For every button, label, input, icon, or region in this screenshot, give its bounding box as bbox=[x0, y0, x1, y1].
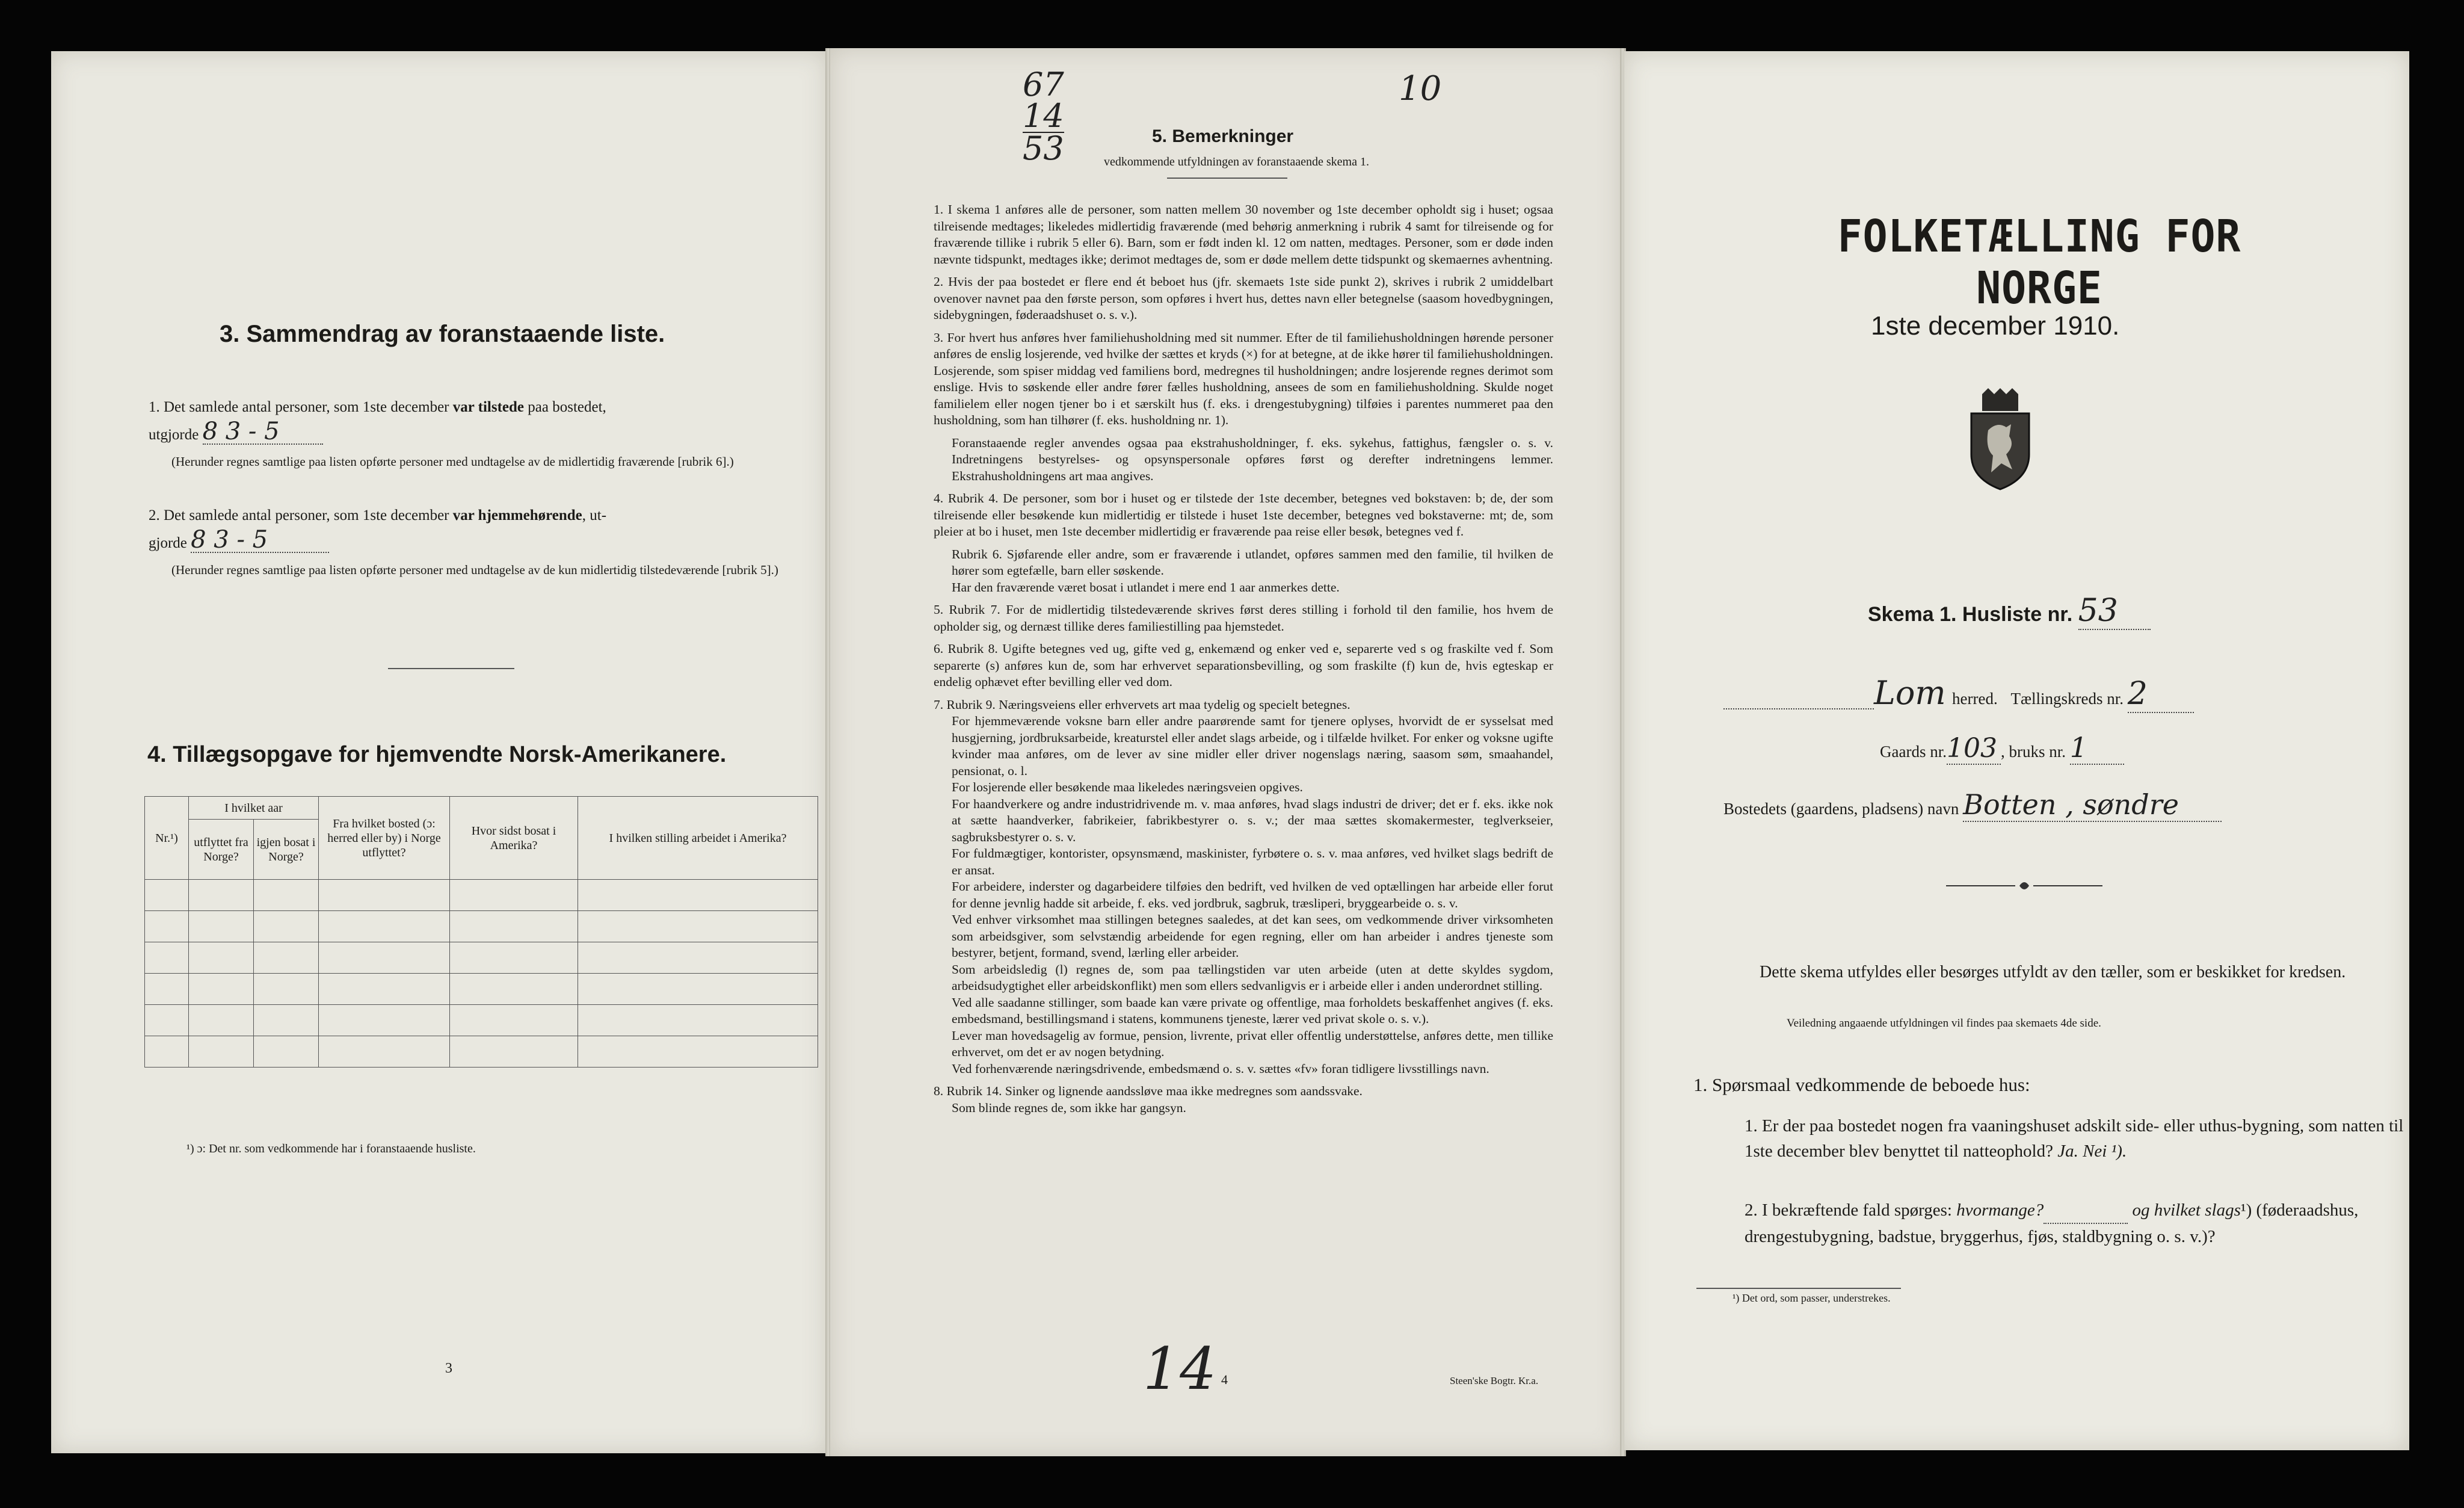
summary-question-2: 2. Det samlede antal personer, som 1ste december var hjemmehørende, ut- gjorde 8 3 - 5 bbox=[149, 507, 607, 554]
table-row bbox=[145, 974, 818, 1005]
remark-7c: For losjerende eller besøkende maa likeledes næringsveien opgives. bbox=[952, 780, 1303, 794]
col-fra: Fra hvilket bosted (ɔ: herred eller by) i Norge utflyttet? bbox=[319, 797, 450, 880]
remark-1: 1. I skema 1 anføres alle de personer, som natten mellem 30 november og 1ste december opholdt sig i huset; ogsaa tilreisende medtages; likeledes midlertidig fraværende (med behørig anmerkning i rubrik 4 samt for tilreisende og for fraværende tillike i rubrik 5 eller 6). Barn, som er født inden kl. 12 om natten, medtages. Personer, som er døde inden nævnte tidspunkt, medtages ikke; derimot medtages de, som er døde mellem dette tidspunkt og skemaernes avhentning. bbox=[934, 202, 1553, 267]
remark-2: 2. Hvis der paa bostedet er flere end ét beboet hus (jfr. skemaets 1ste side punkt 2), skrives i rubrik 2 umiddelbart ovenover navnet paa den første person, som opføres i hvert hus, dettes navn eller betegnelse (saasom hovedbygningen, sidebygningen, føderaadshuset o. s. v.). bbox=[934, 274, 1553, 322]
bosted-name-handwritten: Botten , søndre bbox=[1963, 788, 2222, 822]
remark-7i: Ved alle saadanne stillinger, som baade kan være private og offentlige, maa forholdets beskaffenhet angives (f. eks. embedsmand, bestillingsmand i statens, kommunens tjeneste, lærer ved privat skole o. s. v.). bbox=[952, 995, 1553, 1026]
page-number: 4 bbox=[1221, 1372, 1228, 1387]
question-heading: 1. Spørsmaal vedkommende de beboede hus: bbox=[1693, 1074, 2030, 1095]
herred-line: Lom herred. Tællingskreds nr. 2 bbox=[1723, 674, 2403, 713]
question-2: 2. I bekræftende fald spørges: hvormange? og hvilket slags¹) (føderaadshus, drengestubygning, badstue, bryggerhus, fjøs, staldbygning o. s. v.)? bbox=[1745, 1197, 2409, 1249]
present-count-handwritten: 8 3 - 5 bbox=[203, 419, 323, 445]
divider bbox=[388, 668, 514, 669]
summary-note-2: (Herunder regnes samtlige paa listen opførte personer med undtagelse av de kun midlertidig tilstedeværende [rubrik 5].) bbox=[171, 563, 778, 577]
col-group-year: I hvilket aar bbox=[189, 797, 319, 820]
section5-title: 5. Bemerkninger bbox=[1152, 126, 1294, 146]
remark-7b: For hjemmeværende voksne barn eller andre paarørende samt for tjenere oplyses, hvorvidt de er sysselsat med husgjerning, jordbruksarbeide, kreaturstel eller andet slags arbeide, og i tilfælde hvilket. For enker og voksne ugifte kvinder maa anføres, om de lever av sine midler eller driver nogenslags næring, saasom søm, smaahandel, pensionat, o. l. bbox=[952, 714, 1553, 778]
col-hvor: Hvor sidst bosat i Amerika? bbox=[450, 797, 578, 880]
remark-7h: Som arbeidsledig (l) regnes de, som paa tællingstiden var uten arbeide (uten at dette skyldes sygdom, arbeidsudygtighet eller arbeidskonflikt) men som ellers sedvanligvis er i arbeide eller i anden underordnet stilling. bbox=[952, 962, 1553, 993]
norway-coat-of-arms-icon bbox=[1964, 388, 2036, 490]
remark-6: 6. Rubrik 8. Ugifte betegnes ved ug, gifte ved g, enkemænd og enker ved e, separerte ved s og fraskilte ved f. Som separerte (s) anføres kun de, som har erhvervet separationsbevilling, og som fraskilte (f) kun de, hvis egteskap er endelig ophævet efter bevilling eller ved dom. bbox=[934, 641, 1553, 689]
remark-4: 4. Rubrik 4. De personer, som bor i huset og er tilstede der 1ste december, betegnes ved bokstaven: b; de, der som tilreisende eller besøkende kun midlertidig er tilstede i huset 1ste december, betegnes ved bokstaverne: mt; de, som pleier at bo i huset, men 1ste december midlertidig er fraværende paa reise eller besøk, betegnes ved f. bbox=[934, 491, 1553, 539]
instructions-note: Veiledning angaaende utfyldningen vil findes paa skemaets 4de side. bbox=[1787, 1017, 2101, 1030]
remark-5: 5. Rubrik 7. For de midlertidig tilstedeværende skrives først deres stilling i forhold til den familie, hos hvem de opholder sig, og dernæst tillike deres familiestilling paa hjemstedet. bbox=[934, 602, 1553, 634]
col-igjen: igjen bosat i Norge? bbox=[254, 820, 319, 880]
left-page bbox=[51, 51, 827, 1453]
divider bbox=[1696, 1288, 1901, 1289]
gaards-number-handwritten: 103 bbox=[1947, 733, 2001, 765]
table-footnote: ¹) ɔ: Det nr. som vedkommende har i foranstaaende husliste. bbox=[186, 1142, 476, 1155]
bruks-number-handwritten: 1 bbox=[2070, 731, 2124, 765]
document-title: FOLKETÆLLING FOR NORGE bbox=[1837, 211, 2241, 314]
remark-7k: Ved forhenværende næringsdrivende, embedsmænd o. s. v. sættes «fv» foran tidligere livsstillings navn. bbox=[952, 1061, 1489, 1076]
col-stilling: I hvilken stilling arbeidet i Amerika? bbox=[578, 797, 818, 880]
remark-3b: Foranstaaende regler anvendes ogsaa paa ekstrahusholdninger, f. eks. sykehus, fattighus, fængsler o. s. v. Indretningens bestyrelses- og opsynspersonale opføres først og derefter indretningens lemmer. Ekstrahusholdningens art maa angives. bbox=[952, 435, 1553, 483]
remark-8: 8. Rubrik 14. Sinker og lignende aandssløve maa ikke medregnes som aandssvake. bbox=[934, 1084, 1363, 1098]
right-page bbox=[1624, 51, 2409, 1450]
handwritten-bottom-number: 14 bbox=[1143, 1335, 1217, 1403]
handwritten-fraction: 67 14 53 bbox=[1023, 66, 1064, 167]
remark-3: 3. For hvert hus anføres hver familiehusholdning med sit nummer. Efter de til familiehusholdningen hørende personer anføres de enslig losjerende, ved hvilke der sættes et kryds (×) for at betegne, at de ikke hører til familiehusholdningen. Losjerende, som spiser middag ved familiens bord, medregnes til husholdningen; andre losjerende regnes derimot som enslige. Hvis to søskende eller andre fører fælles husholdning, ansees de som en familiehusholdning. Skulde noget familielem eller nogen tjener bo i et særskilt hus (f. eks. i drengestubygning) tilføies i parentes nummeret paa den husholdning, som han tilhører (f. eks. husholdning nr. 1). bbox=[934, 330, 1553, 427]
bosted-line: Bostedets (gaardens, pladsens) navn Botten , søndre bbox=[1723, 788, 2222, 822]
col-nr: Nr.¹) bbox=[145, 797, 189, 880]
section3-title: 3. Sammendrag av foranstaaende liste. bbox=[220, 321, 665, 347]
kreds-handwritten: 2 bbox=[2128, 676, 2194, 713]
herred-handwritten: Lom bbox=[1874, 674, 1946, 712]
section5-subtitle: vedkommende utfyldningen av foranstaaende skema 1. bbox=[1104, 155, 1369, 168]
schema-heading: Skema 1. Husliste nr. 53 bbox=[1868, 593, 2151, 630]
middle-page bbox=[830, 48, 1621, 1456]
handwritten-number: 10 bbox=[1399, 69, 1442, 108]
remark-4c: Har den fraværende været bosat i utlandet i mere end 1 aar anmerkes dette. bbox=[952, 579, 1340, 595]
summary-note-1: (Herunder regnes samtlige paa listen opførte personer med undtagelse av de midlertidig fraværende [rubrik 6].) bbox=[171, 454, 734, 469]
gaards-line: Gaards nr.103 , bruks nr. 1 bbox=[1880, 731, 2124, 765]
remark-7j: Lever man hovedsagelig av formue, pension, livrente, privat eller offentlig understøttelse, anføres dette, men tillike erhvervet, om det er av nogen betydning. bbox=[952, 1028, 1553, 1059]
remark-8b: Som blinde regnes de, som ikke har gangsyn. bbox=[952, 1100, 1186, 1115]
remark-7e: For fuldmægtiger, kontorister, opsynsmænd, maskinister, fyrbøtere o. s. v. maa anføres, ved hvilket slags bedrift de er ansat. bbox=[952, 846, 1553, 877]
table-row bbox=[145, 1036, 818, 1068]
divider bbox=[1167, 178, 1287, 179]
remarks-list bbox=[934, 202, 1553, 1122]
table-row bbox=[145, 942, 818, 974]
footnote: ¹) Det ord, som passer, understrekes. bbox=[1732, 1292, 1891, 1304]
table-row bbox=[145, 911, 818, 942]
printer-imprint: Steen'ske Bogtr. Kr.a. bbox=[1450, 1375, 1539, 1386]
ornament-divider bbox=[1946, 879, 2102, 897]
norsk-amerikanere-table bbox=[144, 796, 818, 1068]
remark-7: 7. Rubrik 9. Næringsveiens eller erhvervets art maa tydelig og specielt betegnes. bbox=[934, 697, 1351, 712]
table-row bbox=[145, 1005, 818, 1036]
remark-7g: Ved enhver virksomhet maa stillingen betegnes saaledes, at det kan sees, om vedkommende driver virksomheten som arbeidsgiver, som selvstændig arbeidende for egen regning, eller om han arbeider i andres tjeneste som bestyrer, betjent, formand, svend, lærling eller arbeider. bbox=[952, 912, 1553, 960]
remark-4b: Rubrik 6. Sjøfarende eller andre, som er fraværende i utlandet, opføres sammen med den familie, til hvilken de hører som egtefælle, barn eller søskende. bbox=[952, 546, 1553, 578]
page-number: 3 bbox=[445, 1361, 452, 1376]
section4-title: 4. Tillægsopgave for hjemvendte Norsk-Amerikanere. bbox=[147, 742, 727, 767]
summary-question-1: 1. Det samlede antal personer, som 1ste december var tilstede paa bostedet, utgjorde 8 3 - 5 bbox=[149, 399, 606, 445]
remark-7d: For haandverkere og andre industridrivende m. v. maa anføres, hvad slags industri de driver; det er f. eks. ikke nok at sætte haandverker, fabrikeier, fabrikbestyrer o. s. v.; der maa sættes skomakermester, teglverkseier, sagbruksbestyrer o. s. v. bbox=[952, 796, 1553, 844]
col-utflyttet: utflyttet fra Norge? bbox=[189, 820, 254, 880]
question-1: 1. Er der paa bostedet nogen fra vaaningshuset adskilt side- eller uthus-bygning, som natten til 1ste december blev benyttet til natteophold? Ja. Nei ¹). bbox=[1745, 1116, 2404, 1161]
instructions: Dette skema utfyldes eller besørges utfyldt av den tæller, som er beskikket for kredsen. bbox=[1760, 963, 2346, 981]
husliste-number-handwritten: 53 bbox=[2078, 593, 2151, 630]
table-row bbox=[145, 880, 818, 911]
resident-count-handwritten: 8 3 - 5 bbox=[191, 528, 329, 553]
census-date: 1ste december 1910. bbox=[1871, 311, 2120, 341]
remark-7f: For arbeidere, inderster og dagarbeidere tilføies den bedrift, ved hvilken de ved optællingen har arbeide eller forut for denne jevnlig hadde sit arbeide, f. eks. ved jordbruk, sagbruk, træsliperi, bryggearbeide o. s. v. bbox=[952, 879, 1553, 910]
